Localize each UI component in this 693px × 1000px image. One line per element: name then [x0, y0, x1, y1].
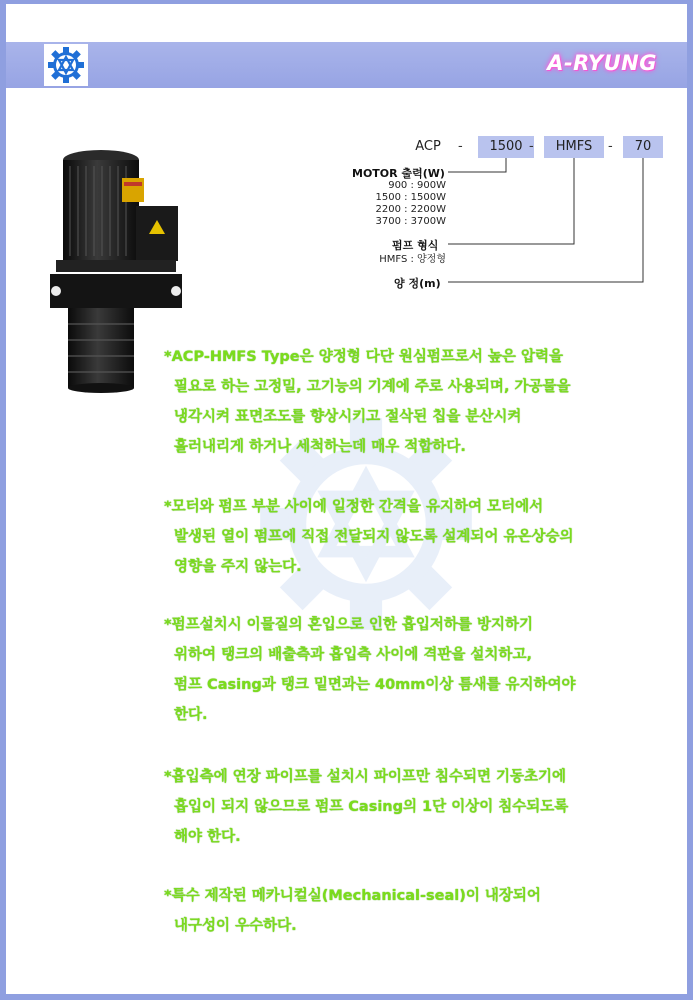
paragraph-line: 한다. [174, 707, 208, 723]
model-code-diagram [346, 128, 676, 298]
paragraph-line: *흡입측에 연장 파이프를 설치시 파이프만 침수되면 기동초기에 [164, 769, 567, 785]
paragraph-1 [164, 342, 684, 462]
paragraph-line: *ACP-HMFS Type은 양정형 다단 원심펌프로서 높은 압력을 [164, 349, 563, 365]
code-dash: - [529, 139, 534, 154]
header-bar [6, 42, 687, 88]
pump-type-spec: HMFS : 양정형 [379, 254, 446, 265]
paragraph-line: 필요로 하는 고정밀, 고기능의 기계에 주로 사용되며, 가공물을 [174, 379, 571, 395]
gear-logo-icon [44, 44, 88, 86]
motor-output-label: MOTOR 출력(W) [352, 167, 445, 180]
paragraph-line: 흡입이 되지 않으므로 펌프 Casing의 1단 이상이 침수되도록 [174, 799, 569, 815]
paragraph-4 [164, 762, 684, 852]
paragraph-line: 영향을 주지 않는다. [174, 559, 302, 575]
paragraph-line: *펌프설치시 이물질의 혼입으로 인한 흡입저하를 방지하기 [164, 617, 533, 633]
motor-spec: 900 : 900W [388, 180, 446, 191]
code-dash: - [608, 139, 613, 154]
paragraph-line: 위하여 탱크의 배출측과 흡입측 사이에 격판을 설치하고, [174, 647, 532, 663]
pump-type-label: 펌프 형식 [392, 239, 439, 252]
paragraph-5 [164, 881, 684, 941]
brand-name: A-RYUNG [547, 51, 657, 75]
paragraph-2 [164, 492, 684, 582]
paragraph-line: 발생된 열이 펌프에 직접 전달되지 않도록 설계되어 유온상승의 [174, 529, 574, 545]
motor-spec: 1500 : 1500W [375, 192, 446, 203]
paragraph-line: 냉각시켜 표면조도를 향상시키고 절삭된 칩을 분산시켜 [174, 409, 522, 425]
paragraph-line: *특수 제작된 메카니컬실(Mechanical-seal)이 내장되어 [164, 888, 541, 904]
code-part-head: 70 [623, 136, 663, 158]
code-part-motor: 1500 [478, 136, 534, 158]
paragraph-line: 펌프 Casing과 탱크 밑면과는 40mm이상 틈새를 유지하여야 [174, 677, 576, 693]
code-dash: - [458, 139, 463, 154]
head-label: 양 정(m) [394, 277, 441, 290]
paragraph-line: 내구성이 우수하다. [174, 918, 297, 934]
code-part-series: ACP [415, 139, 441, 154]
paragraph-3 [164, 610, 684, 730]
motor-spec: 3700 : 3700W [375, 216, 446, 227]
paragraph-line: *모터와 펌프 부분 사이에 일정한 간격을 유지하여 모터에서 [164, 499, 544, 515]
code-part-pump: HMFS [544, 136, 604, 158]
motor-spec: 2200 : 2200W [375, 204, 446, 215]
paragraph-line: 흘러내리게 하거나 세척하는데 매우 적합하다. [174, 439, 466, 455]
paragraph-line: 해야 한다. [174, 829, 241, 845]
